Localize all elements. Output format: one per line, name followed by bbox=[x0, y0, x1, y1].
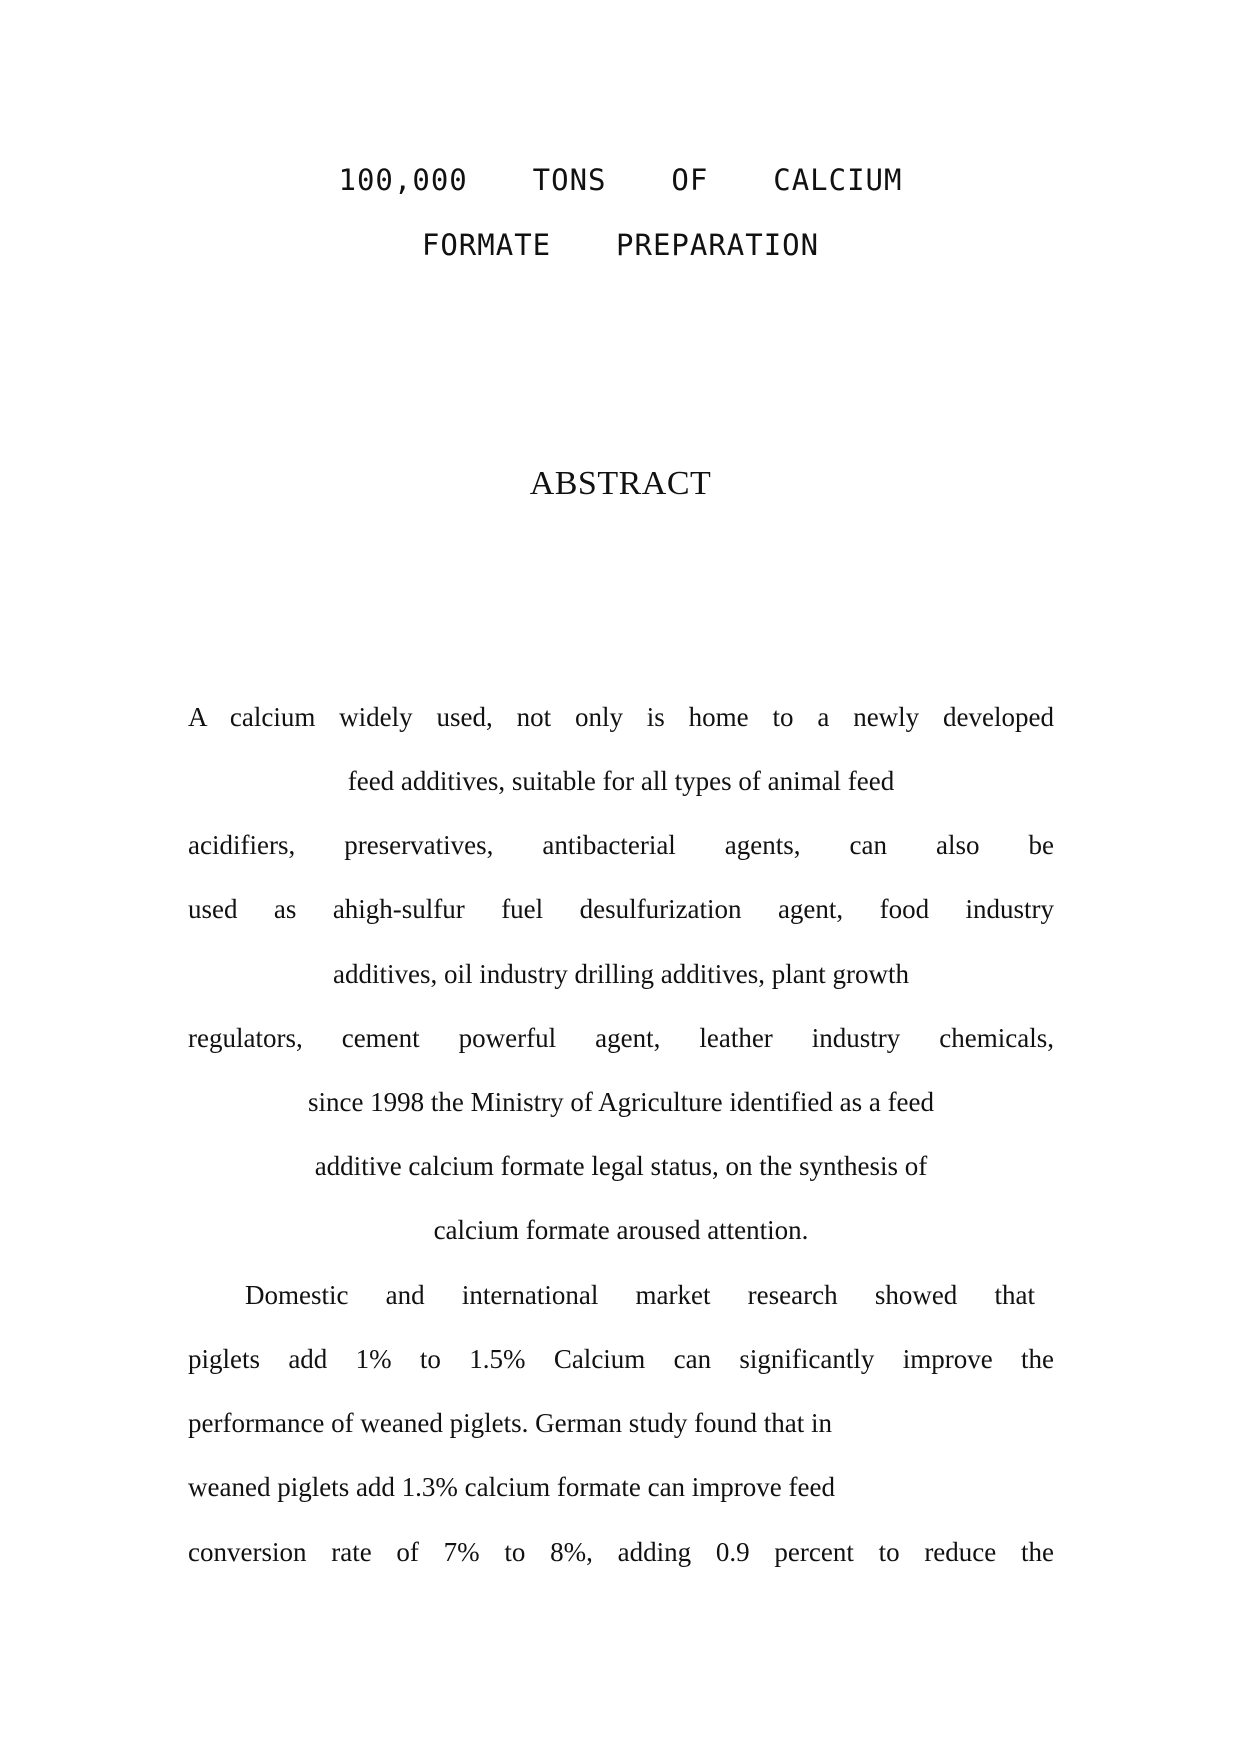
abstract-line: additive calcium formate legal status, on the synthesis of bbox=[314, 1151, 928, 1181]
abstract-line: regulators, cement powerful agent, leather industry chemicals, bbox=[188, 1023, 1054, 1053]
title-line-1: 100,000 TONS OF CALCIUM bbox=[338, 163, 903, 197]
abstract-heading: ABSTRACT bbox=[529, 465, 712, 502]
abstract-line: since 1998 the Ministry of Agriculture identified as a feed bbox=[307, 1087, 935, 1117]
abstract-line: additives, oil industry drilling additives, plant growth bbox=[333, 959, 909, 989]
abstract-line: weaned piglets add 1.3% calcium formate can improve feed bbox=[188, 1472, 835, 1502]
abstract-line: A calcium widely used, not only is home to a newly developed bbox=[188, 702, 1054, 732]
abstract-line: used as ahigh-sulfur fuel desulfurization agent, food industry bbox=[188, 894, 1054, 924]
abstract-line: Domestic and international market research showed that bbox=[245, 1280, 1035, 1310]
abstract-line: performance of weaned piglets. German study found that in bbox=[188, 1408, 833, 1438]
abstract-line: feed additives, suitable for all types of animal feed bbox=[347, 766, 895, 796]
abstract-line: calcium formate aroused attention. bbox=[433, 1215, 809, 1245]
abstract-line: piglets add 1% to 1.5% Calcium can significantly improve the bbox=[188, 1344, 1054, 1374]
abstract-line: conversion rate of 7% to 8%, adding 0.9 percent to reduce the bbox=[188, 1537, 1054, 1567]
title-line-2: FORMATE PREPARATION bbox=[421, 228, 820, 262]
abstract-line: acidifiers, preservatives, antibacterial agents, can also be bbox=[188, 830, 1054, 860]
